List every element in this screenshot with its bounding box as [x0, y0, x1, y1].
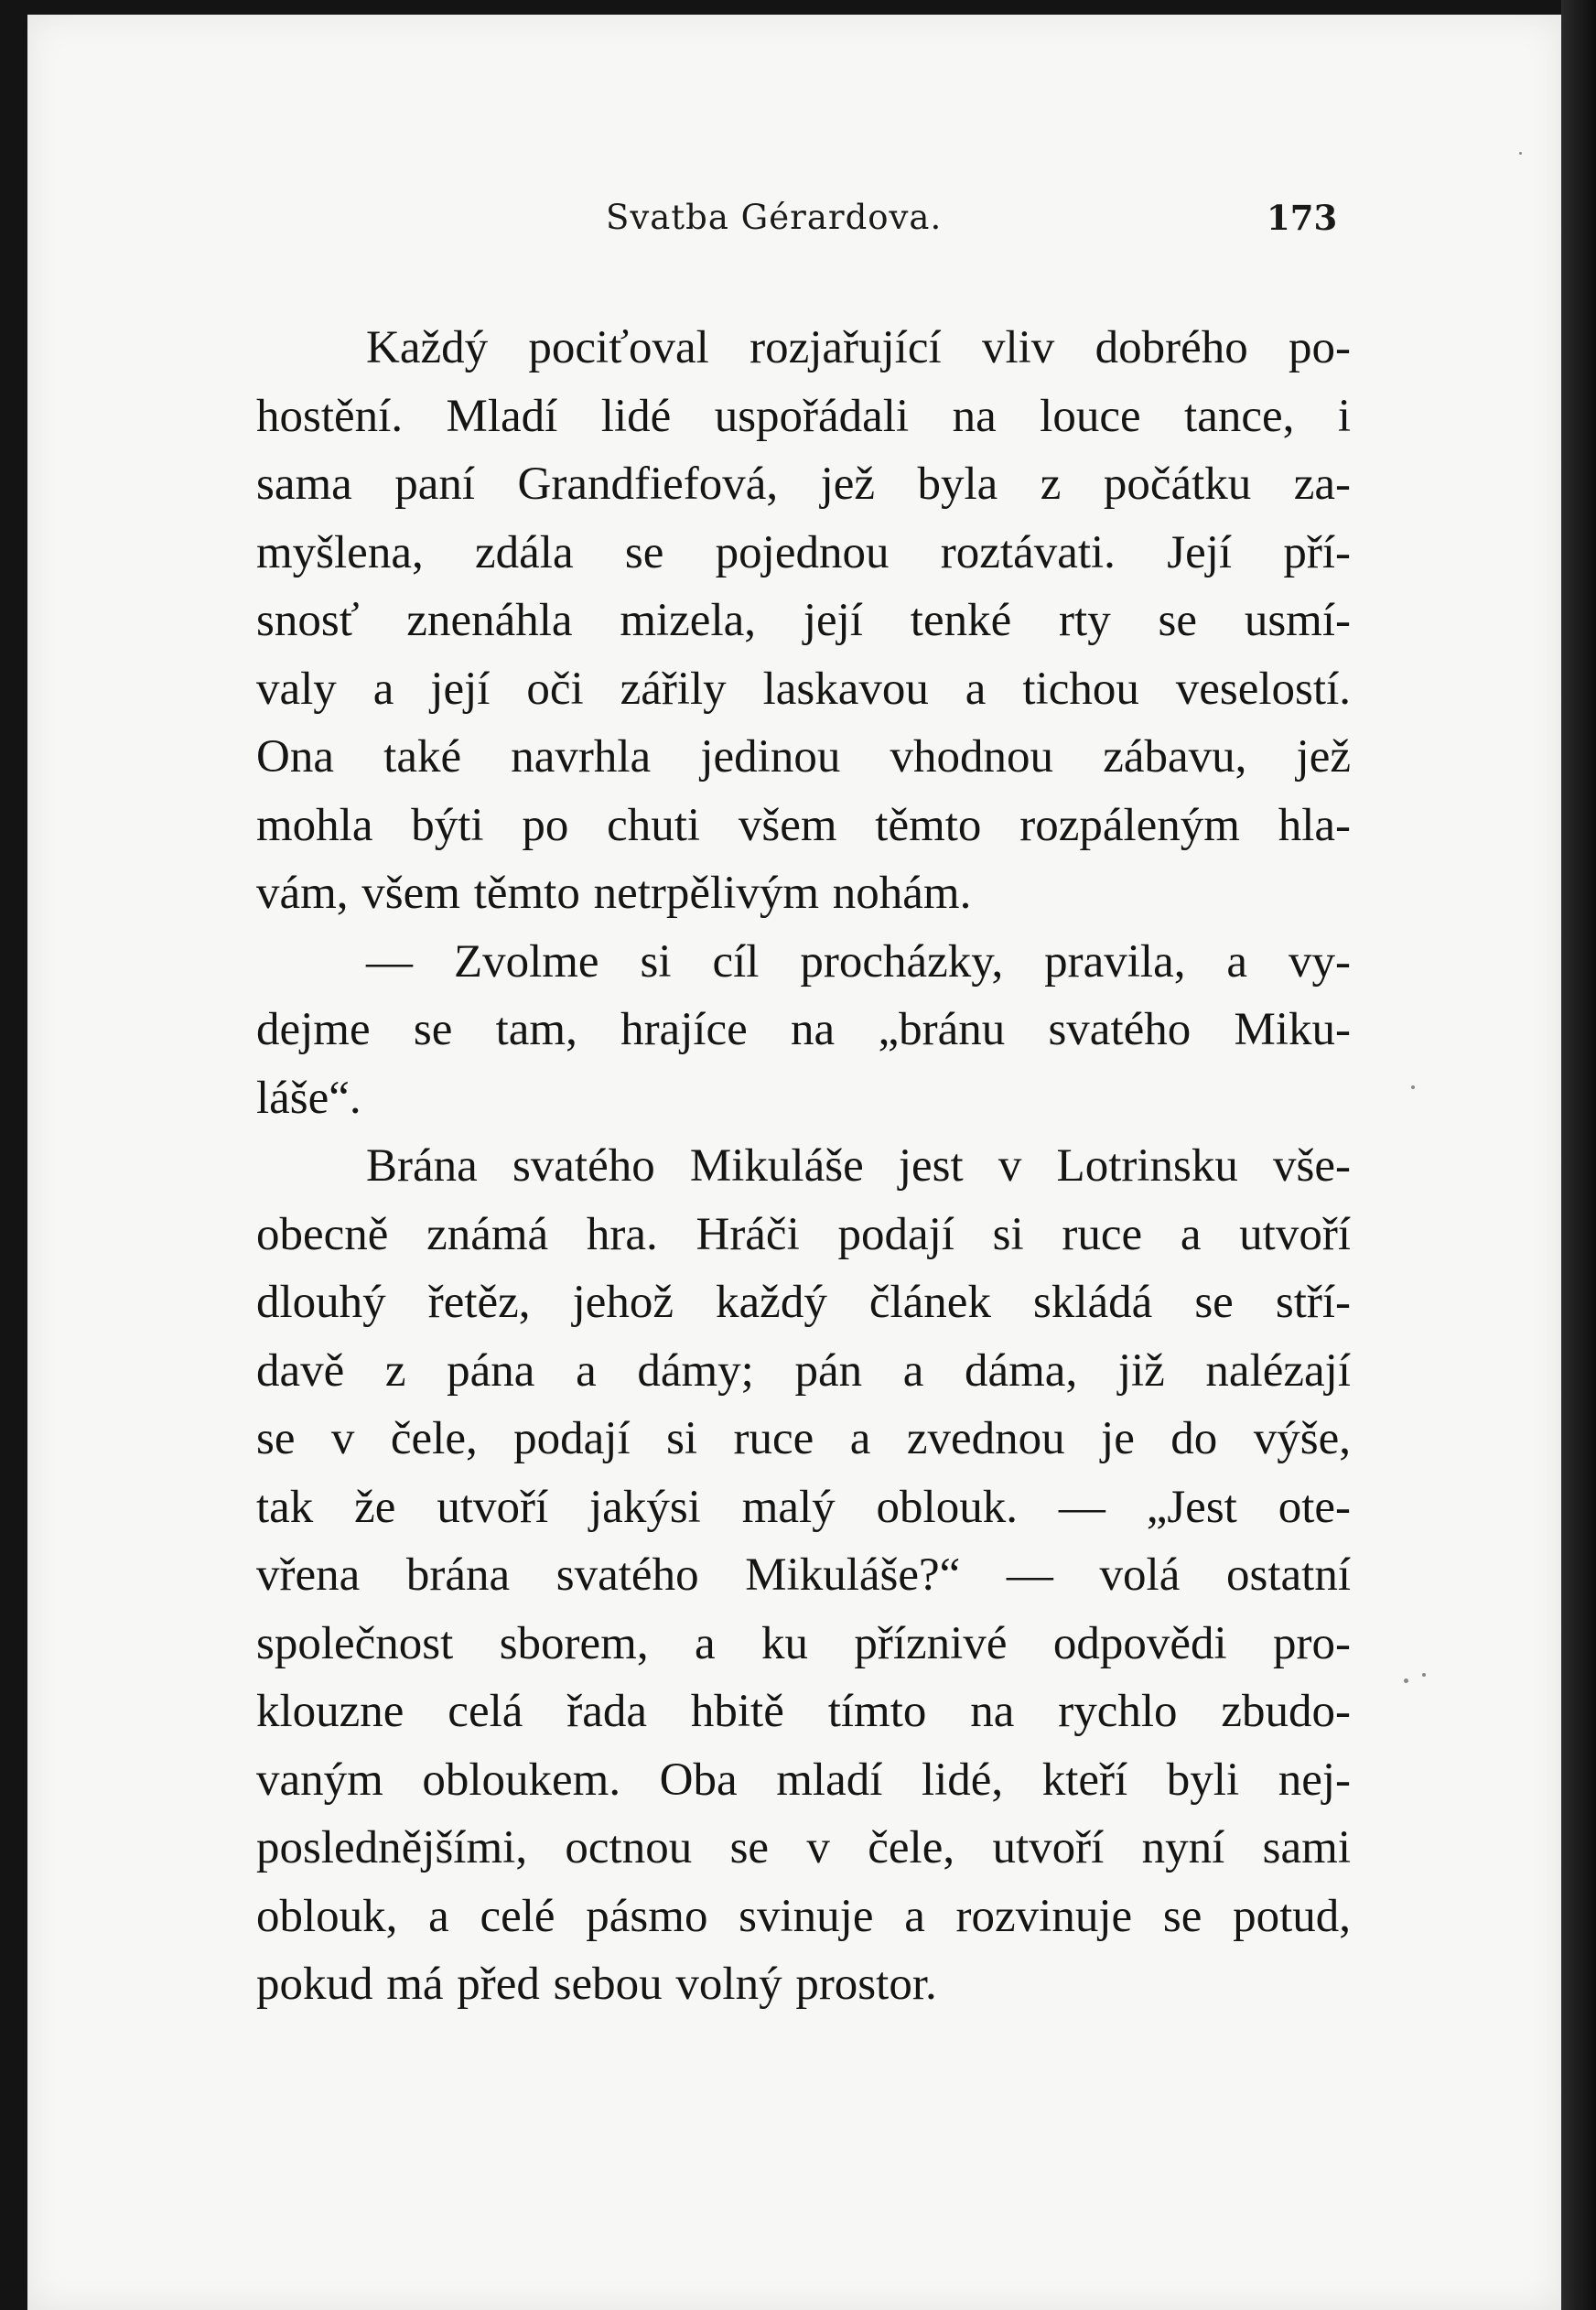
text-line: pokud má před sebou volný prostor. — [256, 1959, 937, 2010]
text-line: hostění. Mladí lidé uspořádali na louce tance, i — [256, 390, 1351, 442]
text-line: poslednějšími, octnou se v čele, utvoří nyní sami — [256, 1822, 1351, 1873]
text-line: davě z pána a dámy; pán a dáma, již nalézají — [256, 1344, 1351, 1397]
text-line: myšlena, zdála se pojednou roztávati. Její pří- — [256, 526, 1351, 578]
running-title: Svatba Gérardova. — [606, 198, 943, 237]
text-line: společnost sborem, a ku příznivé odpovědi pro- — [256, 1617, 1351, 1669]
scan-speck — [1404, 1679, 1408, 1683]
text-line: obecně známá hra. Hráči podají si ruce a utvoří — [256, 1208, 1351, 1260]
text-line: vám, všem těmto netrpělivým nohám. — [256, 868, 972, 919]
text-line: — Zvolme si cíl procházky, pravila, a vy- — [366, 935, 1351, 988]
text-line: mohla býti po chuti všem těmto rozpáleným hla- — [256, 799, 1351, 851]
body-text — [256, 314, 1351, 2019]
text-line: oblouk, a celé pásmo svinuje a rozvinuje se potud, — [256, 1890, 1351, 1942]
text-line: láše“. — [256, 1072, 361, 1124]
scan-speck — [1411, 1085, 1415, 1089]
text-line: Ona také navrhla jedinou vhodnou zábavu, jež — [256, 731, 1351, 783]
text-line: dejme se tam, hrajíce na „bránu svatého Miku- — [256, 1004, 1351, 1055]
scan-speck — [1422, 1673, 1426, 1677]
text-line: sama paní Grandfiefová, jež byla z počátku za- — [256, 459, 1351, 510]
text-line: Každý pociťoval rozjařující vliv dobrého po- — [366, 322, 1351, 373]
text-line: tak že utvoří jakýsi malý oblouk. — „Jest ote- — [256, 1481, 1351, 1533]
text-line: snosť znenáhla mizela, její tenké rty se usmí- — [256, 595, 1351, 646]
text-line: valy a její oči zářily laskavou a tichou veselostí. — [256, 663, 1351, 715]
text-line: vřena brána svatého Mikuláše?“ — volá ostatní — [256, 1549, 1351, 1601]
text-line: vaným obloukem. Oba mladí lidé, kteří byli nej- — [256, 1754, 1351, 1806]
text-line: dlouhý řetěz, jehož každý článek skládá se stří- — [256, 1277, 1351, 1328]
book-page — [27, 15, 1561, 2310]
scan-edge — [1561, 0, 1596, 2310]
text-line: klouzne celá řada hbitě tímto na rychlo zbudo- — [256, 1686, 1351, 1737]
running-head — [27, 198, 1561, 253]
text-line: Brána svatého Mikuláše jest v Lotrinsku vše- — [366, 1140, 1351, 1192]
scan-speck — [1519, 152, 1522, 155]
page-number: 173 — [1267, 198, 1338, 238]
text-line: se v čele, podají si ruce a zvednou je do výše, — [256, 1413, 1351, 1464]
